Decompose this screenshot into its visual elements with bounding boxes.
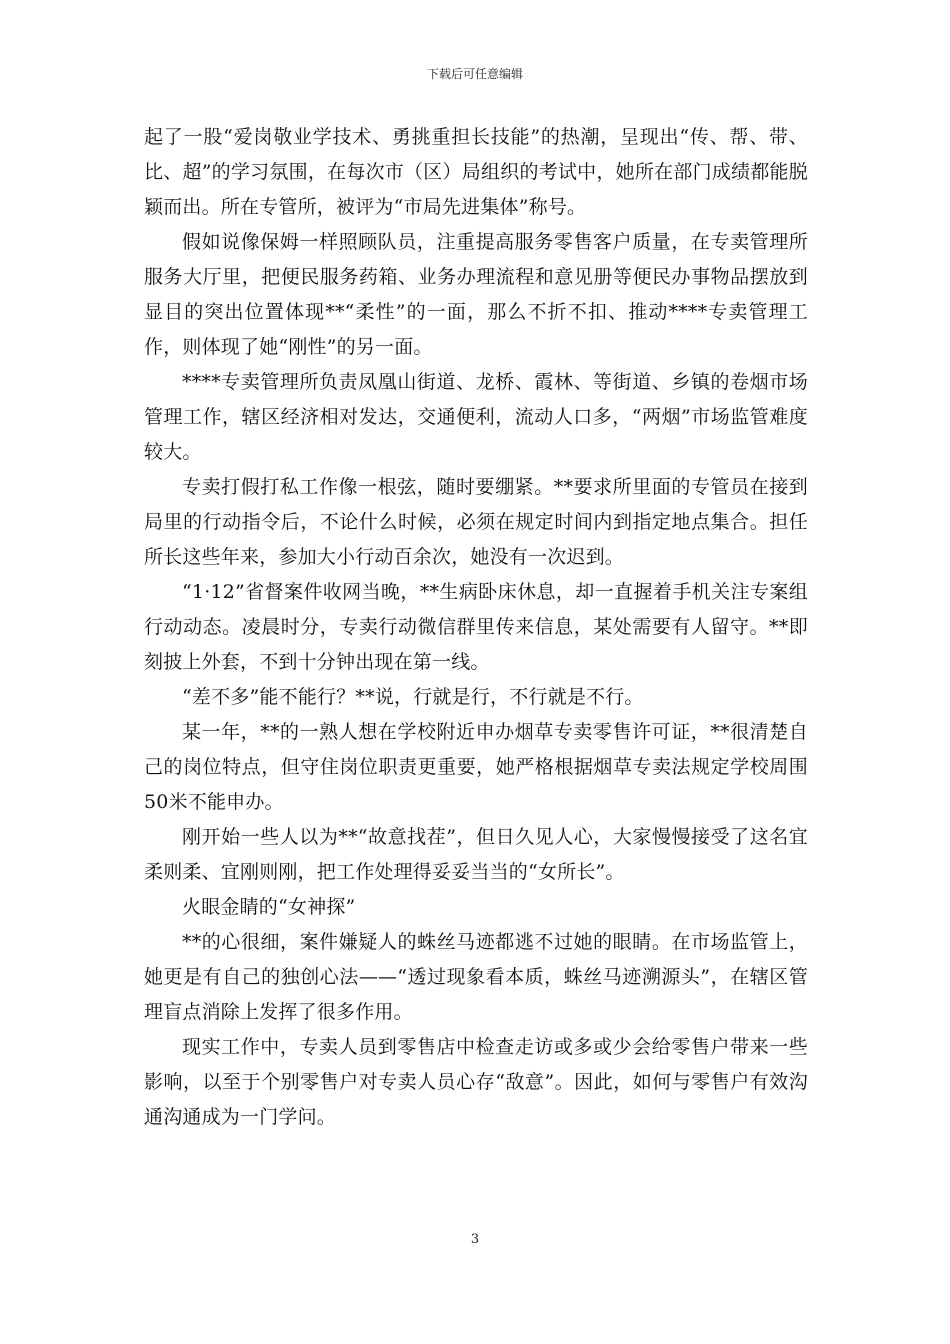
paragraph-5: “1·12”省督案件收网当晚，**生病卧床休息，却一直握着手机关注专案组行动动态。凌晨时分，专卖行动微信群里传来信息，某处需要有人留守。**即刻披上外套，不到十分钟出现在第一线。 bbox=[144, 581, 808, 673]
paragraph-4: 专卖打假打私工作像一根弦，随时要绷紧。**要求所里面的专管员在接到局里的行动指令后，不论什么时候，必须在规定时间内到指定地点集合。担任所长这些年来，参加大小行动百余次，她没有一次迟到。 bbox=[144, 476, 808, 568]
paragraph-7: 某一年，**的一熟人想在学校附近申办烟草专卖零售许可证，**很清楚自己的岗位特点，但守住岗位职责更重要，她严格根据烟草专卖法规定学校周围50米不能申办。 bbox=[144, 721, 808, 813]
paragraph-2: 假如说像保姆一样照顾队员，注重提高服务零售客户质量，在专卖管理所服务大厅里，把便民服务药箱、业务办理流程和意见册等便民办事物品摆放到显目的突出位置体现**“柔性”的一面，那么不折不扣、推动****专卖管理工作，则体现了她“刚性”的另一面。 bbox=[144, 231, 808, 358]
page-number: 3 bbox=[470, 1232, 480, 1247]
paragraph-6: “差不多”能不能行？**说，行就是行，不行就是不行。 bbox=[182, 686, 644, 708]
paragraph-1: 起了一股“爱岗敬业学技术、勇挑重担长技能”的热潮，呈现出“传、帮、带、比、超”的学习氛围，在每次市（区）局组织的考试中，她所在部门成绩都能脱颖而出。所在专管所，被评为“市局先进集体”称号。 bbox=[144, 126, 808, 218]
paragraph-10: **的心很细，案件嫌疑人的蛛丝马迹都逃不过她的眼睛。在市场监管上，她更是有自己的独创心法——“透过现象看本质，蛛丝马迹溯源头”，在辖区管理盲点消除上发挥了很多作用。 bbox=[144, 931, 808, 1023]
section-heading: 火眼金睛的“女神探” bbox=[182, 896, 356, 918]
paragraph-11: 现实工作中，专卖人员到零售店中检查走访或多或少会给零售户带来一些影响，以至于个别零售户对专卖人员心存“敌意”。因此，如何与零售户有效沟通沟通成为一门学问。 bbox=[144, 1036, 808, 1128]
paragraph-8: 刚开始一些人以为**“故意找茬”，但日久见人心，大家慢慢接受了这名宜柔则柔、宜刚则刚，把工作处理得妥妥当当的“女所长”。 bbox=[144, 826, 808, 883]
document-body bbox=[144, 120, 808, 1135]
paragraph-3: ****专卖管理所负责凤凰山街道、龙桥、霞林、等街道、乡镇的卷烟市场管理工作，辖区经济相对发达，交通便利，流动人口多，“两烟”市场监管难度较大。 bbox=[144, 371, 808, 463]
page-header-note: 下载后可任意编辑 bbox=[426, 67, 523, 81]
